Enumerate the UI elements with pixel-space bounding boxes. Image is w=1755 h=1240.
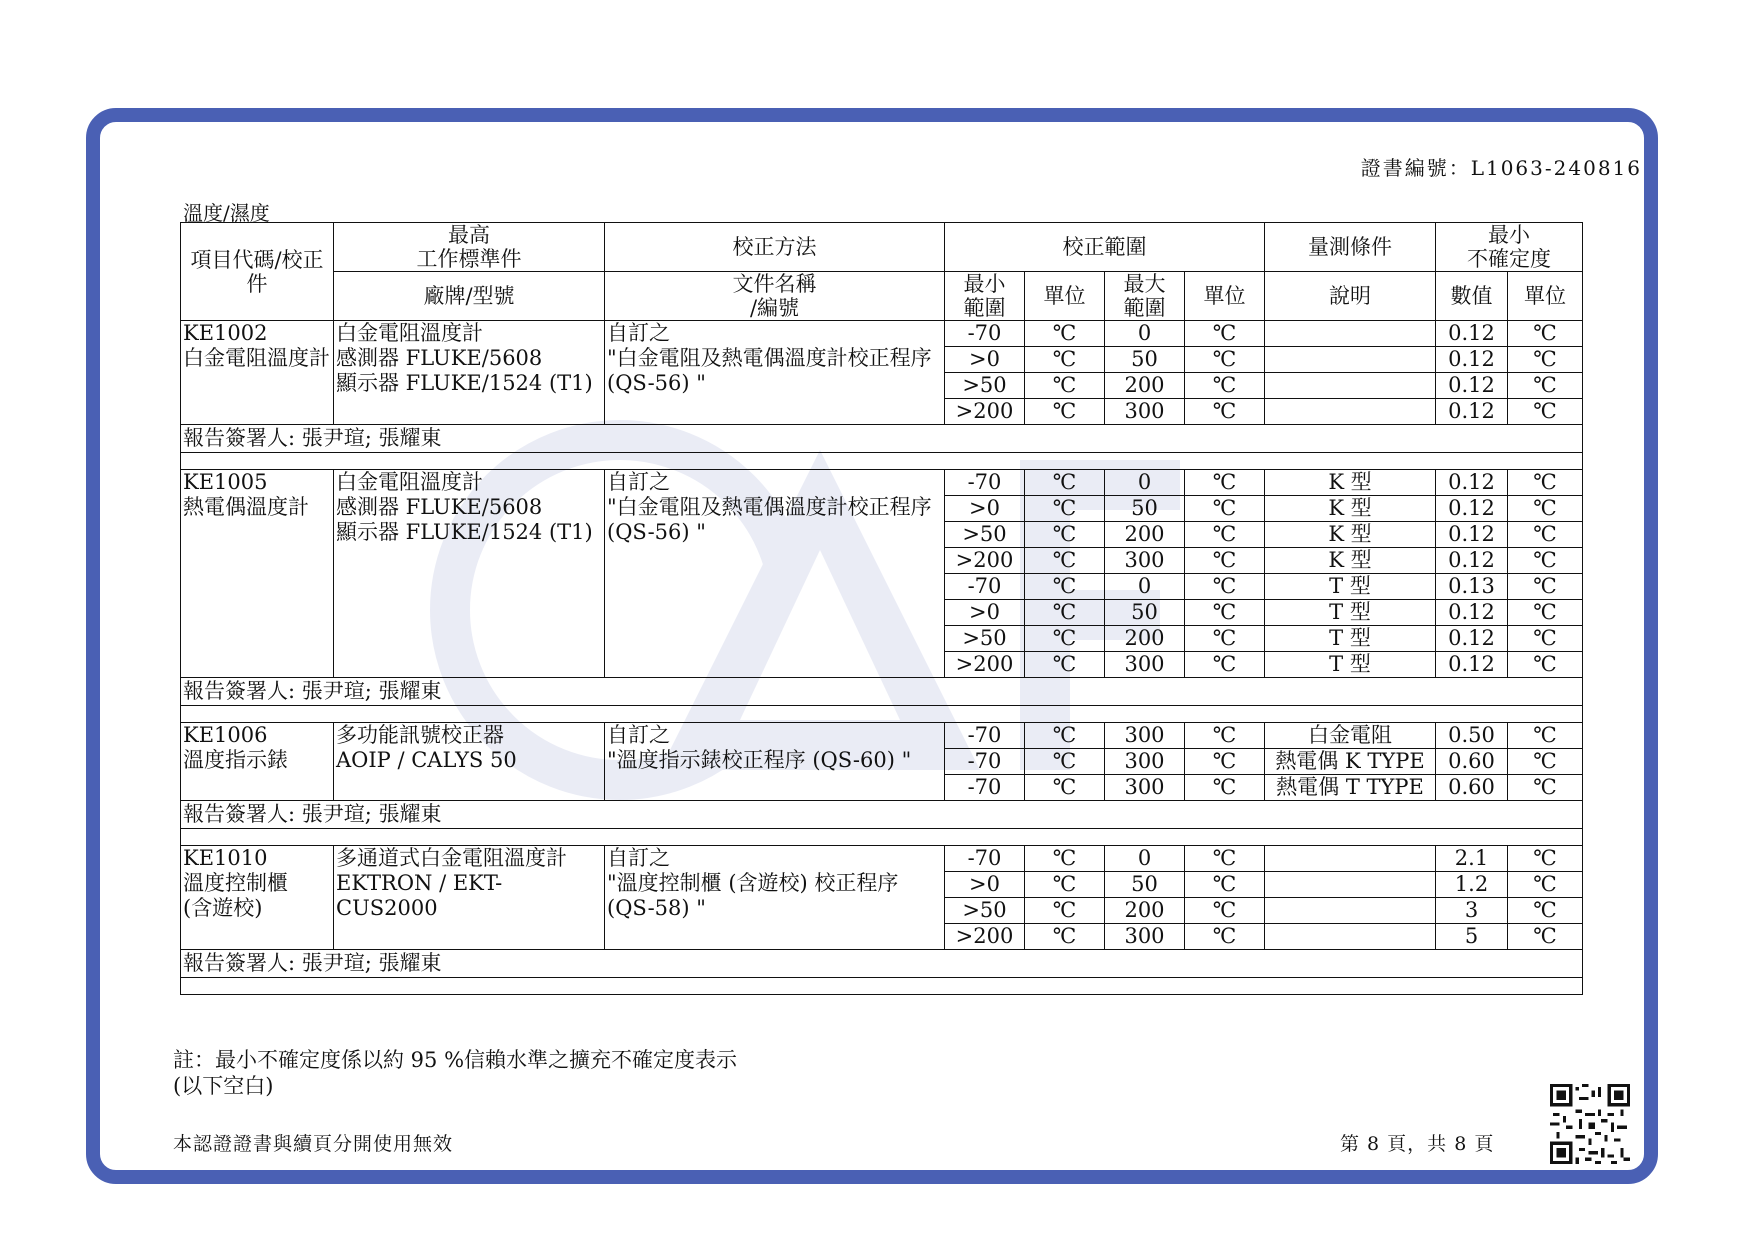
range-min: -70 — [945, 470, 1025, 496]
range-max-unit: ℃ — [1185, 399, 1265, 425]
uncertainty-value: 0.50 — [1436, 723, 1508, 749]
uncertainty-value: 0.12 — [1436, 470, 1508, 496]
range-min: >200 — [945, 652, 1025, 678]
range-min: >50 — [945, 898, 1025, 924]
header-range-min: 最小 範圍 — [945, 272, 1025, 321]
header-range-unit-min: 單位 — [1025, 272, 1105, 321]
uncertainty-value: 0.12 — [1436, 321, 1508, 347]
range-min-unit: ℃ — [1025, 626, 1105, 652]
note-text: 註：最小不確定度係以約 95 %信賴水準之擴充不確定度表示 — [173, 1048, 738, 1072]
range-max-unit: ℃ — [1185, 872, 1265, 898]
condition: 熱電偶 K TYPE — [1265, 749, 1436, 775]
header-uncertainty: 最小 不確定度 — [1436, 223, 1583, 272]
range-max-unit: ℃ — [1185, 347, 1265, 373]
uncertainty-unit: ℃ — [1508, 600, 1583, 626]
section-title: 溫度/濕度 — [183, 201, 270, 225]
uncertainty-unit: ℃ — [1508, 898, 1583, 924]
report-signer: 報告簽署人: 張尹瑄; 張耀東 — [181, 678, 1583, 706]
range-min-unit: ℃ — [1025, 898, 1105, 924]
method-cell: 自訂之 "溫度指示錶校正程序 (QS-60) " — [605, 723, 945, 801]
section-spacer — [181, 706, 1583, 723]
range-min-unit: ℃ — [1025, 574, 1105, 600]
range-max-unit: ℃ — [1185, 749, 1265, 775]
range-max: 300 — [1105, 924, 1185, 950]
condition: T 型 — [1265, 600, 1436, 626]
range-min: >50 — [945, 522, 1025, 548]
range-min: >0 — [945, 496, 1025, 522]
range-min-unit: ℃ — [1025, 846, 1105, 872]
range-max: 300 — [1105, 749, 1185, 775]
condition — [1265, 321, 1436, 347]
condition — [1265, 373, 1436, 399]
section-spacer — [181, 829, 1583, 846]
header-description: 說明 — [1265, 272, 1436, 321]
range-max-unit: ℃ — [1185, 373, 1265, 399]
standard-cell: 白金電阻溫度計 感測器 FLUKE/5608 顯示器 FLUKE/1524 (T1) — [334, 470, 605, 678]
uncertainty-value: 0.12 — [1436, 522, 1508, 548]
range-max-unit: ℃ — [1185, 723, 1265, 749]
uncertainty-unit: ℃ — [1508, 496, 1583, 522]
range-max-unit: ℃ — [1185, 321, 1265, 347]
uncertainty-unit: ℃ — [1508, 846, 1583, 872]
item-code-cell: KE1002 白金電阻溫度計 — [181, 321, 334, 425]
range-min-unit: ℃ — [1025, 723, 1105, 749]
condition: K 型 — [1265, 522, 1436, 548]
uncertainty-unit: ℃ — [1508, 470, 1583, 496]
range-max-unit: ℃ — [1185, 775, 1265, 801]
uncertainty-value: 0.12 — [1436, 626, 1508, 652]
header-range-unit-max: 單位 — [1185, 272, 1265, 321]
method-cell: 自訂之 "溫度控制櫃 (含遊校) 校正程序 (QS-58) " — [605, 846, 945, 950]
range-max-unit: ℃ — [1185, 548, 1265, 574]
condition — [1265, 872, 1436, 898]
uncertainty-unit: ℃ — [1508, 626, 1583, 652]
range-min: >200 — [945, 399, 1025, 425]
standard-cell: 白金電阻溫度計 感測器 FLUKE/5608 顯示器 FLUKE/1524 (T1) — [334, 321, 605, 425]
section-spacer — [181, 978, 1583, 995]
footer-validity-note: 本認證證書與續頁分開使用無效 — [173, 1133, 454, 1155]
condition — [1265, 898, 1436, 924]
uncertainty-unit: ℃ — [1508, 872, 1583, 898]
report-signer: 報告簽署人: 張尹瑄; 張耀東 — [181, 425, 1583, 453]
table-row — [181, 846, 1583, 872]
range-max: 200 — [1105, 373, 1185, 399]
range-min-unit: ℃ — [1025, 373, 1105, 399]
condition: 熱電偶 T TYPE — [1265, 775, 1436, 801]
range-min-unit: ℃ — [1025, 496, 1105, 522]
range-max: 300 — [1105, 723, 1185, 749]
range-max-unit: ℃ — [1185, 600, 1265, 626]
uncertainty-unit: ℃ — [1508, 548, 1583, 574]
uncertainty-unit: ℃ — [1508, 321, 1583, 347]
header-document: 文件名稱 /編號 — [605, 272, 945, 321]
uncertainty-value: 1.2 — [1436, 872, 1508, 898]
condition — [1265, 347, 1436, 373]
standard-cell: 多功能訊號校正器 AOIP / CALYS 50 — [334, 723, 605, 801]
condition — [1265, 846, 1436, 872]
header-item-code: 項目代碼/校正件 — [181, 223, 334, 321]
range-min-unit: ℃ — [1025, 522, 1105, 548]
range-max: 0 — [1105, 470, 1185, 496]
range-max: 300 — [1105, 548, 1185, 574]
table-row — [181, 321, 1583, 347]
range-min: >0 — [945, 600, 1025, 626]
header-uncertainty-value: 數值 — [1436, 272, 1508, 321]
range-max-unit: ℃ — [1185, 846, 1265, 872]
range-max: 200 — [1105, 522, 1185, 548]
range-max: 50 — [1105, 496, 1185, 522]
uncertainty-unit: ℃ — [1508, 574, 1583, 600]
method-cell: 自訂之 "白金電阻及熱電偶溫度計校正程序 (QS-56) " — [605, 321, 945, 425]
range-min: -70 — [945, 749, 1025, 775]
report-signer: 報告簽署人: 張尹瑄; 張耀東 — [181, 950, 1583, 978]
range-min-unit: ℃ — [1025, 399, 1105, 425]
uncertainty-value: 3 — [1436, 898, 1508, 924]
header-method: 校正方法 — [605, 223, 945, 272]
range-min: >50 — [945, 373, 1025, 399]
range-min: >200 — [945, 548, 1025, 574]
range-min: >0 — [945, 347, 1025, 373]
uncertainty-value: 5 — [1436, 924, 1508, 950]
standard-cell: 多通道式白金電阻溫度計 EKTRON / EKT-CUS2000 — [334, 846, 605, 950]
item-code-cell: KE1005 熱電偶溫度計 — [181, 470, 334, 678]
range-max: 300 — [1105, 652, 1185, 678]
range-max-unit: ℃ — [1185, 652, 1265, 678]
range-min-unit: ℃ — [1025, 775, 1105, 801]
range-min: -70 — [945, 723, 1025, 749]
header-brand-model: 廠牌/型號 — [334, 272, 605, 321]
range-min-unit: ℃ — [1025, 924, 1105, 950]
uncertainty-unit: ℃ — [1508, 924, 1583, 950]
range-min-unit: ℃ — [1025, 347, 1105, 373]
range-max-unit: ℃ — [1185, 522, 1265, 548]
range-max: 50 — [1105, 872, 1185, 898]
uncertainty-unit: ℃ — [1508, 749, 1583, 775]
range-min: -70 — [945, 775, 1025, 801]
uncertainty-value: 0.12 — [1436, 347, 1508, 373]
header-standard: 最高 工作標準件 — [334, 223, 605, 272]
uncertainty-value: 0.12 — [1436, 652, 1508, 678]
uncertainty-value: 0.12 — [1436, 399, 1508, 425]
range-min-unit: ℃ — [1025, 872, 1105, 898]
section-spacer — [181, 453, 1583, 470]
item-code-cell: KE1006 溫度指示錶 — [181, 723, 334, 801]
condition: T 型 — [1265, 626, 1436, 652]
table-row — [181, 470, 1583, 496]
method-cell: 自訂之 "白金電阻及熱電偶溫度計校正程序 (QS-56) " — [605, 470, 945, 678]
uncertainty-value: 0.12 — [1436, 600, 1508, 626]
page-number: 第 8 頁，共 8 頁 — [1340, 1133, 1495, 1155]
header-condition: 量測條件 — [1265, 223, 1436, 272]
range-min: >0 — [945, 872, 1025, 898]
uncertainty-unit: ℃ — [1508, 775, 1583, 801]
condition: K 型 — [1265, 496, 1436, 522]
range-max: 300 — [1105, 775, 1185, 801]
range-min: -70 — [945, 574, 1025, 600]
uncertainty-unit: ℃ — [1508, 652, 1583, 678]
range-max-unit: ℃ — [1185, 496, 1265, 522]
table-row — [181, 723, 1583, 749]
range-min: >200 — [945, 924, 1025, 950]
range-max-unit: ℃ — [1185, 924, 1265, 950]
range-max: 200 — [1105, 898, 1185, 924]
table-body — [181, 321, 1583, 995]
uncertainty-unit: ℃ — [1508, 347, 1583, 373]
range-max: 300 — [1105, 399, 1185, 425]
range-max-unit: ℃ — [1185, 574, 1265, 600]
range-max: 0 — [1105, 846, 1185, 872]
condition: T 型 — [1265, 574, 1436, 600]
range-max: 50 — [1105, 347, 1185, 373]
blank-note: (以下空白) — [173, 1074, 274, 1098]
range-min-unit: ℃ — [1025, 470, 1105, 496]
range-min: -70 — [945, 846, 1025, 872]
range-min: -70 — [945, 321, 1025, 347]
range-min-unit: ℃ — [1025, 749, 1105, 775]
condition: K 型 — [1265, 548, 1436, 574]
header-range: 校正範圍 — [945, 223, 1265, 272]
report-signer: 報告簽署人: 張尹瑄; 張耀東 — [181, 801, 1583, 829]
range-max: 0 — [1105, 321, 1185, 347]
uncertainty-value: 0.60 — [1436, 749, 1508, 775]
range-max: 200 — [1105, 626, 1185, 652]
range-max-unit: ℃ — [1185, 470, 1265, 496]
uncertainty-unit: ℃ — [1508, 522, 1583, 548]
uncertainty-value: 2.1 — [1436, 846, 1508, 872]
range-max-unit: ℃ — [1185, 626, 1265, 652]
header-uncertainty-unit: 單位 — [1508, 272, 1583, 321]
range-min-unit: ℃ — [1025, 321, 1105, 347]
uncertainty-value: 0.13 — [1436, 574, 1508, 600]
range-max-unit: ℃ — [1185, 898, 1265, 924]
calibration-table — [180, 222, 1583, 995]
item-code-cell: KE1010 溫度控制櫃 (含遊校) — [181, 846, 334, 950]
condition — [1265, 924, 1436, 950]
header-range-max: 最大 範圍 — [1105, 272, 1185, 321]
uncertainty-unit: ℃ — [1508, 723, 1583, 749]
table-header — [181, 223, 1583, 321]
uncertainty-note — [173, 1047, 737, 1099]
range-max: 0 — [1105, 574, 1185, 600]
uncertainty-value: 0.12 — [1436, 496, 1508, 522]
uncertainty-value: 0.60 — [1436, 775, 1508, 801]
uncertainty-unit: ℃ — [1508, 373, 1583, 399]
condition: K 型 — [1265, 470, 1436, 496]
certificate-number: 證書編號：L1063-240816 — [1360, 156, 1642, 180]
condition: 白金電阻 — [1265, 723, 1436, 749]
qr-code — [1550, 1084, 1630, 1164]
condition — [1265, 399, 1436, 425]
range-max: 50 — [1105, 600, 1185, 626]
uncertainty-value: 0.12 — [1436, 373, 1508, 399]
range-min-unit: ℃ — [1025, 600, 1105, 626]
uncertainty-value: 0.12 — [1436, 548, 1508, 574]
range-min-unit: ℃ — [1025, 652, 1105, 678]
range-min: >50 — [945, 626, 1025, 652]
uncertainty-unit: ℃ — [1508, 399, 1583, 425]
range-min-unit: ℃ — [1025, 548, 1105, 574]
condition: T 型 — [1265, 652, 1436, 678]
